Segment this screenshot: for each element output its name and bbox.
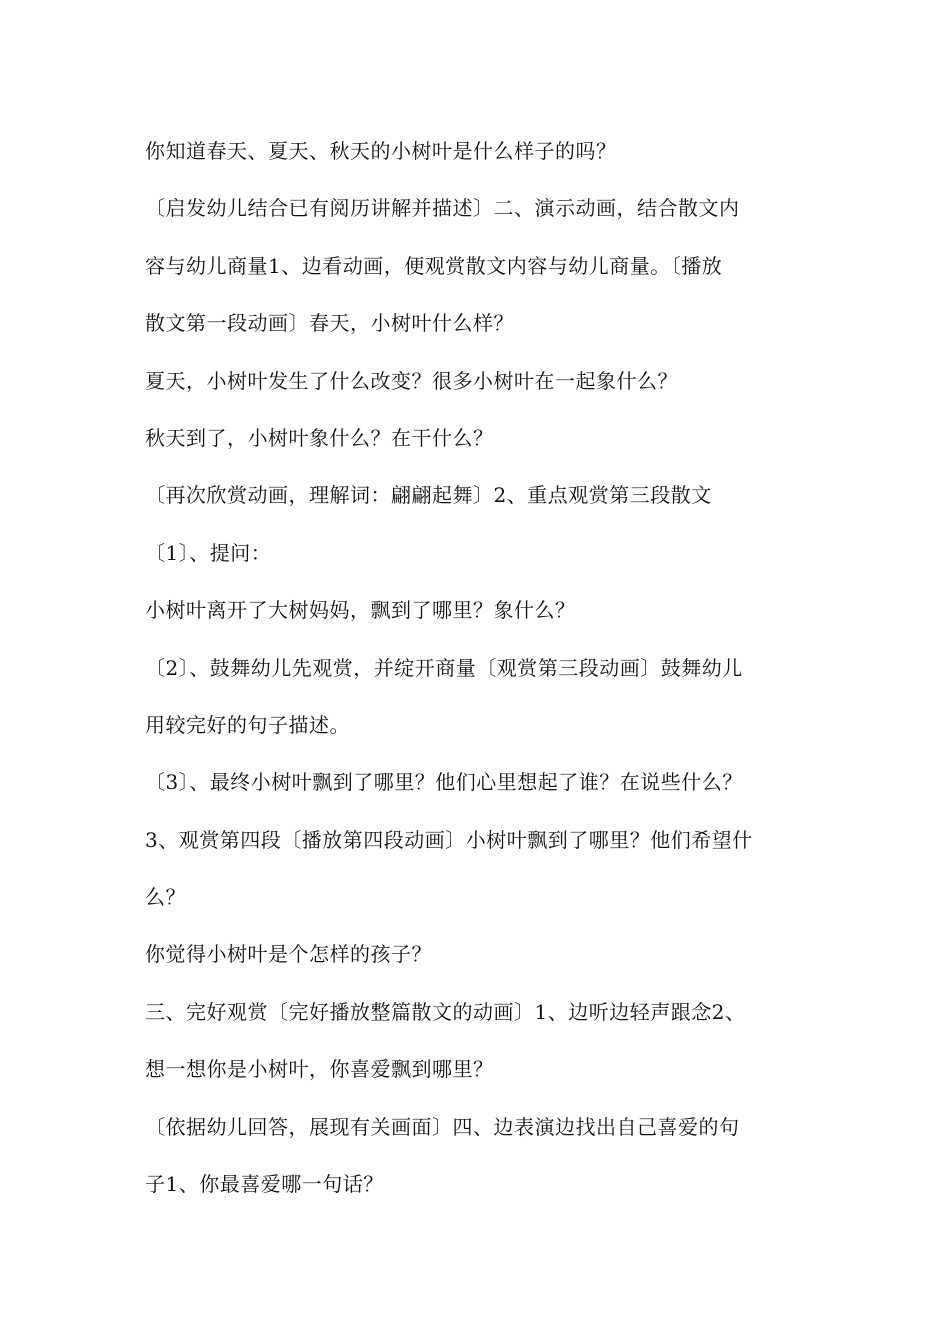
text-line: 〔3〕、最终小树叶飘到了哪里？他们心里想起了谁？在说些什么？	[145, 770, 743, 795]
text-line: 散文第一段动画〕春天，小树叶什么样？	[145, 311, 514, 336]
text-line: 你知道春天、夏天、秋天的小树叶是什么样子的吗？	[145, 139, 617, 163]
text-line: 三、完好观赏〔完好播放整篇散文的动画〕1、边听边轻声跟念2、	[145, 999, 746, 1024]
text-line: 你觉得小树叶是个怎样的孩子？	[145, 942, 432, 967]
text-line: 么？	[145, 885, 186, 910]
text-line: 秋天到了，小树叶象什么？在干什么？	[145, 425, 494, 450]
text-line: 小树叶离开了大树妈妈，飘到了哪里？象什么？	[145, 598, 576, 623]
text-line: 〔启发幼儿结合已有阅历讲解并描述〕二、演示动画，结合散文内	[145, 196, 740, 221]
text-line: 〔依据幼儿回答，展现有关画面〕四、边表演边找出自己喜爱的句	[145, 1114, 740, 1139]
text-line: 3、观赏第四段〔播放第四段动画〕小树叶飘到了哪里？他们希望什	[145, 827, 753, 852]
text-line: 〔再次欣赏动画，理解词：翩翩起舞〕2、重点观赏第三段散文	[145, 483, 712, 508]
text-line: 想一想你是小树叶，你喜爱飘到哪里？	[145, 1057, 494, 1082]
text-line: 用较完好的句子描述。	[145, 712, 350, 737]
text-line: 子1、你最喜爱哪一句话？	[145, 1172, 384, 1197]
text-line: 夏天，小树叶发生了什么改变？很多小树叶在一起象什么？	[145, 368, 678, 393]
text-line: 〔2〕、鼓舞幼儿先观赏，并绽开商量〔观赏第三段动画〕鼓舞幼儿	[145, 655, 743, 680]
text-line: 〔1〕、提问：	[145, 540, 272, 565]
document-body	[145, 133, 825, 1223]
text-line: 容与幼儿商量1、边看动画，便观赏散文内容与幼儿商量。〔播放	[145, 253, 723, 278]
